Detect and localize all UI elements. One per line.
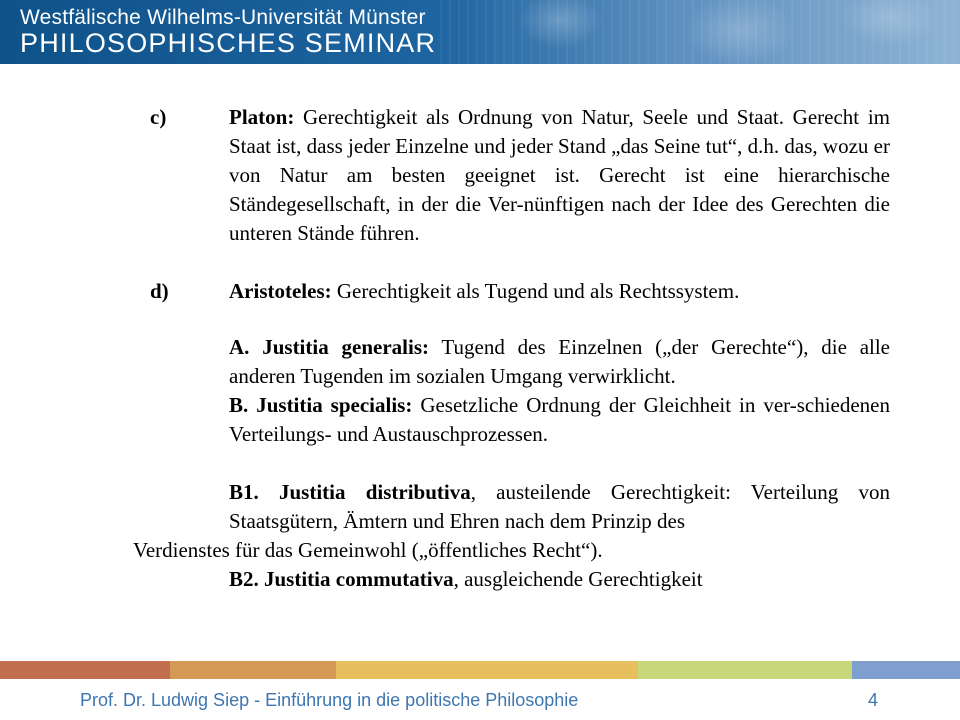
- justitia-generalis-lead: A. Justitia generalis:: [229, 335, 429, 359]
- footer-color-bar-segment: [852, 661, 960, 679]
- header-fresco-image: [440, 0, 960, 64]
- footer-author-course: Prof. Dr. Ludwig Siep - Einführung in die politische Philosophie: [80, 690, 579, 710]
- justitia-commutativa-line: [229, 565, 703, 594]
- section-c-text: Gerechtigkeit als Ordnung von Natur, Seele und Staat. Gerecht im Staat ist, dass jeder Einzelne und jeder Stand „das Seine tut“, d.h. das, wozu er von Natur am besten geeignet ist. Gerecht ist eine hierarchische Ständegesellschaft, in der die Ver-nünftigen nach der Idee des Gerechten die unteren Stände führen.: [229, 105, 890, 245]
- section-c-paragraph: [229, 103, 890, 248]
- footer-color-bar-segment: [170, 661, 336, 679]
- section-d-lead: Aristoteles:: [229, 279, 332, 303]
- justitia-specialis-text: Gesetzliche Ordnung der Gleichheit in ver-schiedenen Verteilungs- und Austauschprozessen.: [229, 393, 890, 446]
- section-d-text: Gerechtigkeit als Tugend und als Rechtssystem.: [336, 279, 740, 303]
- justitia-distributiva-continuation: Verdienstes für das Gemeinwohl („öffentliches Recht“).: [133, 538, 603, 562]
- justitia-commutativa-text: , ausgleichende Gerechtigkeit: [453, 567, 703, 591]
- justitia-distributiva-text: , austeilende Gerechtigkeit: Verteilung von Staatsgütern, Ämtern und Ehren nach dem Prinzip des: [229, 480, 890, 533]
- page-number: 4: [868, 690, 879, 710]
- university-name: Westfälische Wilhelms-Universität Münster: [20, 6, 426, 29]
- footer-color-bar-segment: [638, 661, 852, 679]
- section-d-paragraph: [229, 277, 890, 306]
- justitia-distributiva-lead: B1. Justitia distributiva: [229, 480, 471, 504]
- justitia-generalis-text: Tugend des Einzelnen („der Gerechte“), die alle anderen Tugenden im sozialen Umgang verwirklicht.: [229, 335, 890, 388]
- footer-color-bar-segment: [0, 661, 170, 679]
- justitia-specialis-paragraph: [229, 391, 890, 449]
- footer-color-bar-segment: [336, 661, 638, 679]
- section-c-lead: Platon:: [229, 105, 295, 129]
- section-c-label: c): [150, 105, 167, 129]
- justitia-generalis-paragraph: [229, 333, 890, 391]
- justitia-distributiva-paragraph: [229, 478, 890, 536]
- slide-header: [0, 0, 960, 64]
- justitia-specialis-lead: B. Justitia specialis:: [229, 393, 413, 417]
- justitia-commutativa-lead: B2. Justitia commutativa: [229, 567, 454, 591]
- section-d-label: d): [150, 279, 169, 303]
- seminar-name: PHILOSOPHISCHES SEMINAR: [20, 28, 437, 58]
